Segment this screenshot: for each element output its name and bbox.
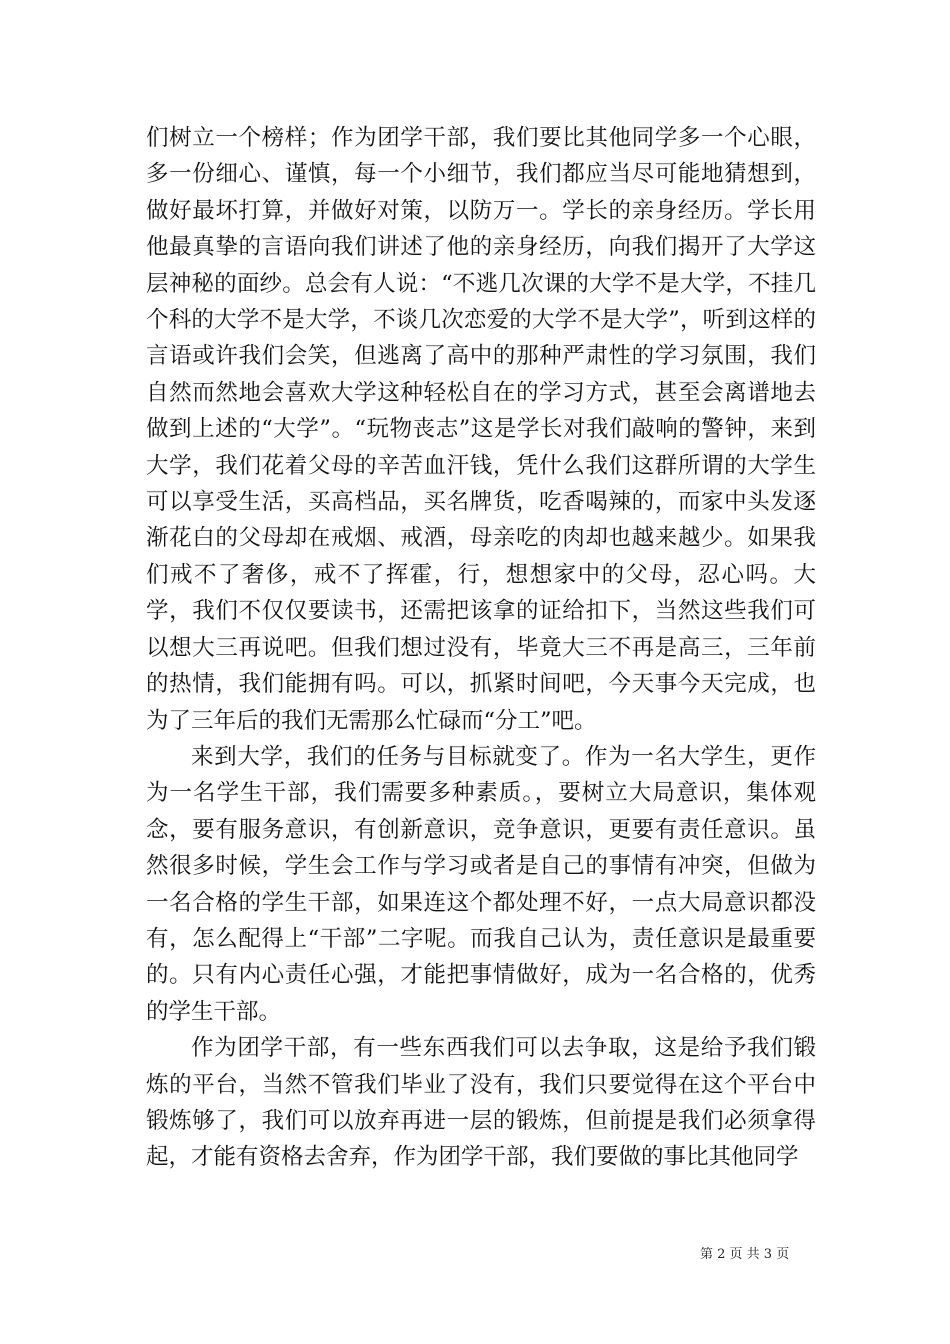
paragraph-2: 来到大学，我们的任务与目标就变了。作为一名大学生，更作为一名学生干部，我们需要多种素质。，要树立大局意识，集体观念，要有服务意识，有创新意识，竞争意识，更要有责任意识。虽然很多时候，学生会工作与学习或者是自己的事情有冲突，但做为一名合格的学生干部，如果连这个都处理不好，一点大局意识都没有，怎么配得上“干部”二字呢。而我自己认为，责任意识是最重要的。只有内心责任心强，才能把事情做好，成为一名合格的，优秀的学生干部。 [146, 743, 816, 1025]
page-number-footer: 第 2 页 共 3 页 [700, 1247, 790, 1262]
document-body [146, 120, 816, 1176]
paragraph-1: 们树立一个榜样；作为团学干部，我们要比其他同学多一个心眼，多一份细心、谨慎，每一个小细节，我们都应当尽可能地猜想到，做好最坏打算，并做好对策，以防万一。学长的亲身经历。学长用他最真挚的言语向我们讲述了他的亲身经历，向我们揭开了大学这层神秘的面纱。总会有人说：“不逃几次课的大学不是大学，不挂几个科的大学不是大学，不谈几次恋爱的大学不是大学”，听到这样的言语或许我们会笑，但逃离了高中的那种严肃性的学习氛围，我们自然而然地会喜欢大学这种轻松自在的学习方式，甚至会离谱地去做到上述的“大学”。“玩物丧志”这是学长对我们敲响的警钟，来到大学，我们花着父母的辛苦血汗钱，凭什么我们这群所谓的大学生可以享受生活，买高档品，买名牌货，吃香喝辣的，而家中头发逐渐花白的父母却在戒烟、戒酒，母亲吃的肉却也越来越少。如果我们戒不了奢侈，戒不了挥霍，行，想想家中的父母，忍心吗。大学，我们不仅仅要读书，还需把该拿的证给扣下，当然这些我们可以想大三再说吧。但我们想过没有，毕竟大三不再是高三，三年前的热情，我们能拥有吗。可以，抓紧时间吧，今天事今天完成，也为了三年后的我们无需那么忙碌而“分工”吧。 [146, 125, 816, 734]
paragraph-3: 作为团学干部，有一些东西我们可以去争取，这是给予我们锻炼的平台，当然不管我们毕业了没有，我们只要觉得在这个平台中锻炼够了，我们可以放弃再进一层的锻炼，但前提是我们必须拿得起，才能有资格去舍弃，作为团学干部，我们要做的事比其他同学 [146, 1035, 816, 1171]
